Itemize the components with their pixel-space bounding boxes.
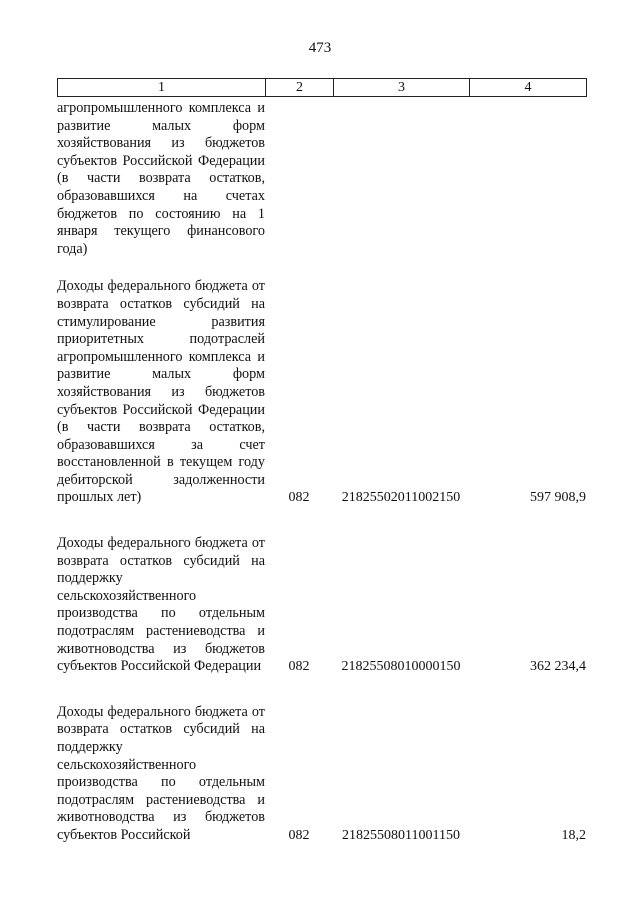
column-header-3: 3 <box>334 79 470 97</box>
row-description: Доходы федерального бюджета от возврата остатков субсидий на поддержку сельскохозяйственного производства по отдельным подотраслям растениеводства и животноводства из бюджетов субъектов Российской <box>57 703 265 843</box>
row-budget-code: 21825508010000150 <box>341 659 461 675</box>
table-row <box>57 704 586 845</box>
column-header-table <box>57 78 587 97</box>
page-number: 473 <box>308 40 332 56</box>
row-description: Доходы федерального бюджета от возврата остатков субсидий на поддержку сельскохозяйственного производства по отдельным подотраслям растениеводства и животноводства из бюджетов субъектов Российской Федерации <box>57 535 265 675</box>
row-budget-code: 21825502011002150 <box>341 490 461 506</box>
table-row <box>57 100 586 258</box>
row-amount: 362 234,4 <box>530 659 586 675</box>
column-header-2: 2 <box>266 79 334 97</box>
row-description: Доходы федерального бюджета от возврата остатков субсидий на стимулирование развития приоритетных подотраслей агропромышленного комплекса и развитие малых форм хозяйствования из бюджетов субъектов Российской Федерации (в части возврата остатков, образовавшихся за счет восстановленной в текущем году дебиторской задолженности прошлых лет) <box>57 278 265 506</box>
row-amount: 597 908,9 <box>530 490 586 506</box>
column-header-row <box>58 79 587 97</box>
row-admin-code: 082 <box>288 659 310 675</box>
table-row <box>57 278 586 507</box>
row-description: агропромышленного комплекса и развитие малых форм хозяйствования из бюджетов субъектов Российской Федерации (в части возврата остатков, образовавшихся на счетах бюджетов по состоянию на 1 января текущего финансового года) <box>57 100 265 257</box>
table-body <box>57 100 586 873</box>
row-budget-code: 21825508011001150 <box>342 827 460 843</box>
row-admin-code: 082 <box>288 490 310 506</box>
column-header-1: 1 <box>58 79 266 97</box>
table-row <box>57 535 586 676</box>
column-header-4: 4 <box>470 79 587 97</box>
row-amount: 18,2 <box>561 827 586 843</box>
row-admin-code: 082 <box>288 827 310 843</box>
